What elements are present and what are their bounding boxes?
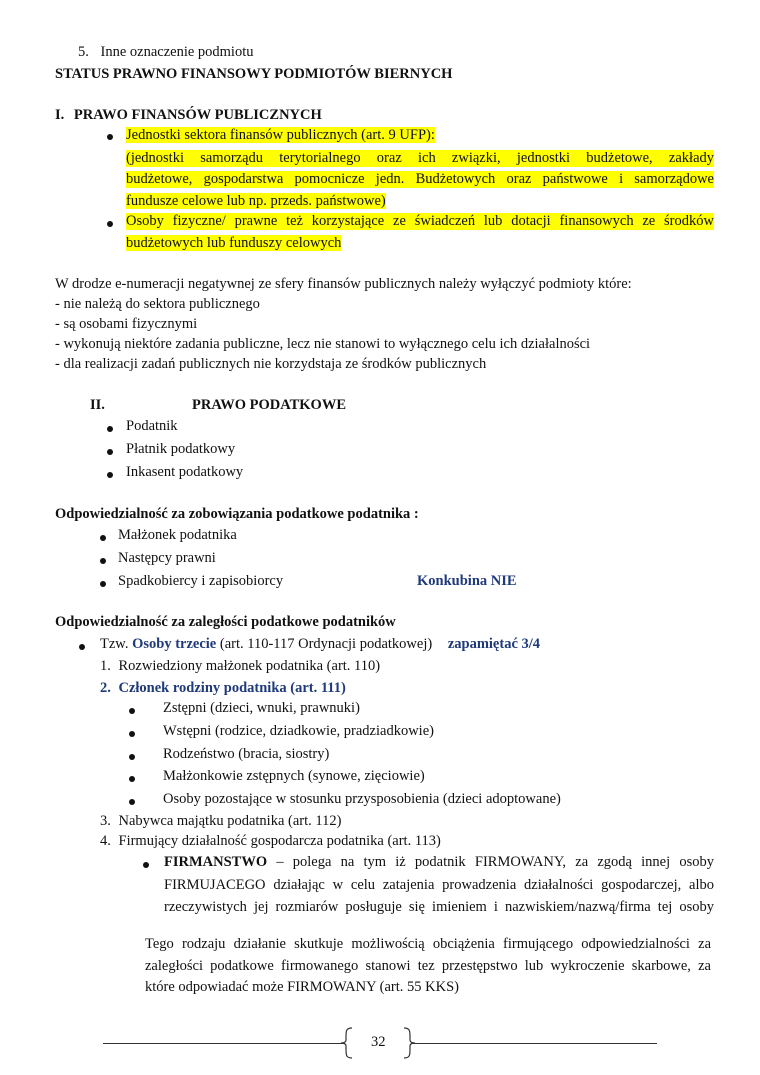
exclusion-item: - dla realizacji zadań publicznych nie korzydstaja ze środków publicznych <box>55 356 487 372</box>
bullet-icon <box>129 708 135 714</box>
family-item: Małżonkowie zstępnych (synowe, zięciowie) <box>163 768 425 784</box>
bullet-icon <box>129 731 135 737</box>
subsection-heading: Odpowiedzialność za zaległości podatkowe podatników <box>55 614 396 630</box>
numbered-item-1 <box>100 658 380 675</box>
exclusion-item: - nie należą do sektora publicznego <box>55 296 260 312</box>
highlighted-text: Jednostki sektora finansów publicznych (art. 9 UFP): <box>126 127 435 143</box>
numbered-item-4 <box>100 833 441 850</box>
bullet-icon <box>107 472 113 478</box>
bullet-icon <box>100 535 106 541</box>
firmanstwo-line: rzeczywistych jej rozmiarów posługuje się imieniem i nazwiskiem/nazwą/firma tej osoby <box>164 899 714 915</box>
list-item-continuation <box>126 193 386 210</box>
list-number: 1. <box>100 658 111 674</box>
list-item: Spadkobiercy i zapisobiorcy <box>118 573 284 589</box>
list-item-text: Inne oznaczenie podmiotu <box>100 44 254 60</box>
remember-note: zapamiętać 3/4 <box>447 636 541 652</box>
numbered-item-2 <box>100 680 346 697</box>
list-item: Podatnik <box>126 418 178 434</box>
section-heading-1 <box>55 107 322 124</box>
family-item: Wstępni (rodzice, dziadkowie, pradziadkowie) <box>163 723 434 739</box>
exclusion-item: - są osobami fizycznymi <box>55 316 198 332</box>
list-item: Płatnik podatkowy <box>126 441 236 457</box>
bullet-icon <box>107 221 113 227</box>
family-item: Rodzeństwo (bracia, siostry) <box>163 746 330 762</box>
third-parties-item <box>100 636 540 653</box>
bullet-icon <box>107 134 113 140</box>
section-number: II. <box>90 397 105 413</box>
firmanstwo-line: FIRMUJACEGO działając w celu zatajenia prowadzenia działalności gospodarczej, albo <box>164 877 714 893</box>
bullet-icon <box>100 558 106 564</box>
list-item: Następcy prawni <box>118 550 216 566</box>
footer-bracket-left-icon <box>340 1027 354 1059</box>
firmanstwo-line <box>164 854 714 871</box>
footer-rule-left <box>103 1043 345 1044</box>
main-title: STATUS PRAWNO FINANSOWY PODMIOTÓW BIERNYCH <box>55 66 453 82</box>
list-item-text: Członek rodziny podatnika (art. 111) <box>118 680 346 696</box>
numbered-item-3 <box>100 813 341 830</box>
section-title: PRAWO PODATKOWE <box>192 397 346 413</box>
bullet-icon <box>129 776 135 782</box>
section-title: PRAWO FINANSÓW PUBLICZNYCH <box>73 107 322 123</box>
bullet-icon <box>129 799 135 805</box>
family-item: Zstępni (dzieci, wnuki, prawnuki) <box>163 700 360 716</box>
list-item: Małżonek podatnika <box>118 527 237 543</box>
firmanstwo-term: FIRMANSTWO <box>164 854 268 870</box>
bullet-icon <box>100 581 106 587</box>
list-number: 5. <box>78 44 89 60</box>
exclusion-item: - wykonują niektóre zadania publiczne, lecz nie stanowi to wyłącznego celu ich działalności <box>55 336 591 352</box>
list-item-text: Nabywca majątku podatnika (art. 112) <box>118 813 342 829</box>
paragraph-line: które odpowiadać może FIRMOWANY (art. 55 KKS) <box>145 979 459 995</box>
text: – polega na tym iż podatnik FIRMOWANY, za zgodą innej osoby <box>267 854 714 870</box>
list-item-5 <box>78 44 254 61</box>
list-item-text: Rozwiedziony małżonek podatnika (art. 110) <box>118 658 381 674</box>
bullet-icon <box>107 449 113 455</box>
list-number: 3. <box>100 813 111 829</box>
third-parties-term: Osoby trzecie <box>132 636 217 652</box>
list-item-text: Firmujący działalność gospodarcza podatnika (art. 113) <box>118 833 441 849</box>
text: Tzw. <box>100 636 129 652</box>
list-item <box>126 127 435 144</box>
highlighted-text: Osoby fizyczne/ prawne też korzystające ze świadczeń lub dotacji finansowych ze środków <box>126 213 714 229</box>
highlighted-text: budżetowe, gospodarstwa pomocnicze jedn. Budżetowych oraz państwowe i samorządowe <box>126 171 714 187</box>
bullet-icon <box>107 426 113 432</box>
highlighted-text: fundusze celowe lub np. przeds. państwowe) <box>126 193 386 209</box>
family-item: Osoby pozostające w stosunku przysposobienia (dzieci adoptowane) <box>163 791 561 807</box>
concubine-note: Konkubina NIE <box>417 573 517 589</box>
subsection-heading: Odpowiedzialność za zobowiązania podatkowe podatnika : <box>55 506 419 522</box>
list-item-continuation <box>126 235 341 252</box>
exclusions-intro: W drodze e-numeracji negatywnej ze sfery finansów publicznych należy wyłączyć podmioty które: <box>55 276 632 292</box>
highlighted-text: budżetowych lub funduszy celowych <box>126 235 342 251</box>
bullet-icon <box>79 644 85 650</box>
page-number: 32 <box>371 1034 386 1050</box>
section-number: I. <box>55 107 65 123</box>
paragraph-line: Tego rodzaju działanie skutkuje możliwością obciążenia firmującego odpowiedzialności za <box>145 936 711 952</box>
footer-rule-right <box>411 1043 657 1044</box>
text: (art. 110-117 Ordynacji podatkowej) <box>219 636 433 652</box>
highlighted-text: (jednostki samorządu terytorialnego oraz ich związki, jednostki budżetowe, zakłady <box>126 150 714 166</box>
bullet-icon <box>143 862 149 868</box>
list-item: Inkasent podatkowy <box>126 464 244 480</box>
bullet-icon <box>129 754 135 760</box>
list-number: 4. <box>100 833 111 849</box>
list-number: 2. <box>100 680 111 696</box>
paragraph-line: zaległości podatkowe firmowanego stanowi tez przestępstwo lub wykroczenie skarbowe, za <box>145 958 711 974</box>
